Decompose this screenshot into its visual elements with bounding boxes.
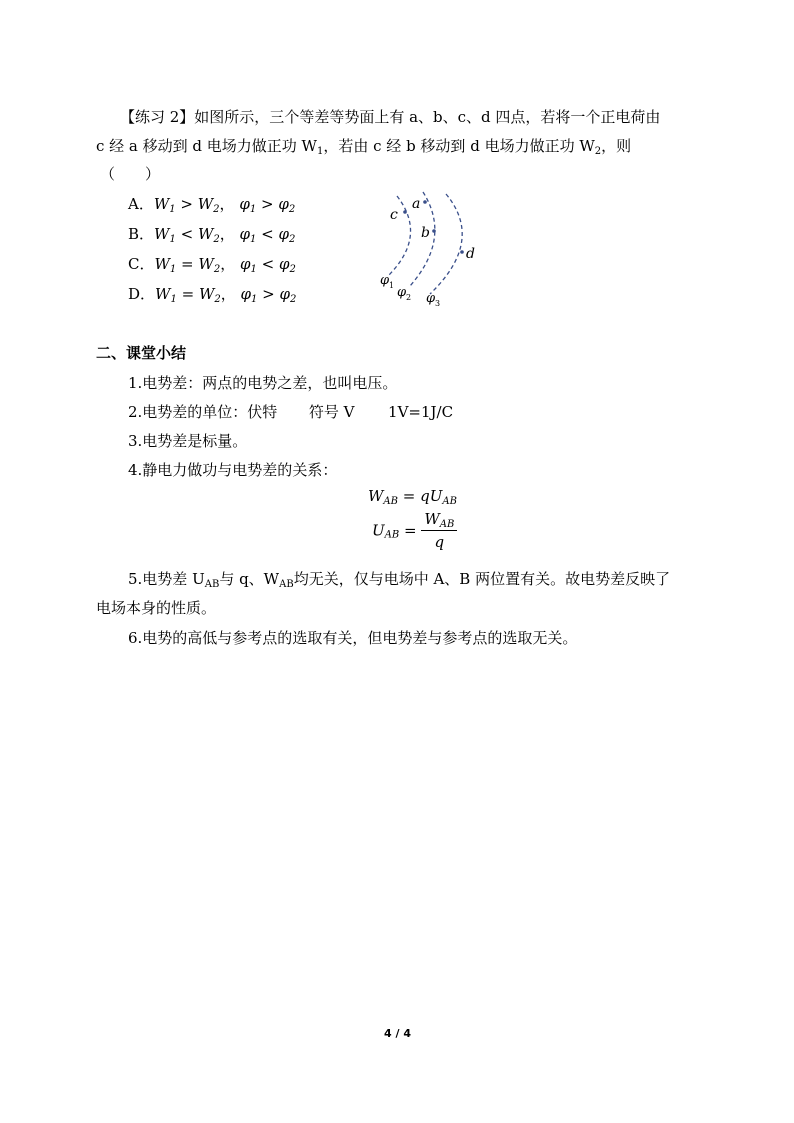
option-expression: $W_1 = W_2$， $\varphi_1 < \varphi_2$	[154, 255, 296, 275]
option-letter: D．	[128, 285, 156, 303]
w1-sub: 1	[316, 146, 324, 157]
equipotential-line-3	[430, 194, 462, 294]
option-letter: B．	[128, 225, 155, 243]
summary-item-6: 6.电势的高低与参考点的选取有关，但电势差与参考点的选取无关。	[128, 629, 578, 647]
formula-work: $W_{AB} = qU_{AB}$	[368, 487, 457, 507]
option-letter: A．	[128, 195, 154, 213]
option-d[interactable]	[128, 283, 296, 304]
exercise-line-2-part1: c 经 a 移动到 d 电场力做正功 W	[96, 137, 317, 155]
equipotential-figure	[370, 186, 490, 311]
phi-3-label: φ	[426, 291, 436, 306]
option-letter: C．	[128, 255, 155, 273]
w2-sub: 2	[594, 146, 602, 157]
summary-item-2-symbol: 符号 V	[308, 403, 355, 421]
formula-potential-difference: $U_{AB}$ = $\frac{W_{AB}}{q}$	[372, 510, 457, 551]
phi-2-sub: 2	[406, 293, 412, 302]
point-b-label: b	[421, 225, 430, 241]
phi-1-sub: 1	[389, 281, 395, 290]
formula-fraction: $\frac{W_{AB}}{q}$	[421, 510, 457, 551]
point-b-dot	[432, 229, 436, 233]
exercise-line-2	[96, 135, 631, 156]
exercise-line-2-part2: ，若由 c 经 b 移动到 d 电场力做正功 W	[323, 137, 595, 155]
option-expression: $W_1 = W_2$， $\varphi_1 > \varphi_2$	[155, 285, 297, 305]
option-c[interactable]	[128, 253, 296, 274]
exercise-line-2-part3: ，则	[601, 137, 632, 155]
point-a-label: a	[412, 196, 421, 212]
summary-item-4: 4.静电力做功与电势差的关系：	[128, 461, 338, 479]
option-b[interactable]	[128, 223, 295, 244]
summary-item-5: 5.电势差 $U_{AB}$与 q、$W_{AB}$均无关，仅与电场中 A、B 两位置有关。故电势差反映了	[128, 570, 671, 590]
point-a-dot	[423, 200, 427, 204]
summary-item-3: 3.电势差是标量。	[128, 432, 248, 450]
summary-item-2	[128, 401, 453, 422]
answer-blank: （ ）	[100, 165, 161, 183]
exercise-line-1: 【练习 2】如图所示，三个等差等势面上有 a、b、c、d 四点，若将一个正电荷由	[120, 108, 661, 126]
point-d-label: d	[466, 246, 475, 262]
option-expression: $W_1 < W_2$， $\varphi_1 < \varphi_2$	[154, 225, 296, 245]
phi-2-label: φ	[397, 285, 407, 300]
summary-item-5-cont: 电场本身的性质。	[96, 599, 217, 617]
option-a[interactable]	[128, 193, 295, 214]
point-c-label: c	[390, 207, 398, 223]
phi-1-label: φ	[380, 273, 390, 288]
summary-item-2-relation: 1V=1J/C	[388, 403, 454, 421]
option-expression: $W_1 > W_2$， $\varphi_1 > \varphi_2$	[153, 195, 296, 215]
summary-item-2-unit: 2.电势差的单位：伏特	[128, 403, 278, 421]
point-d-dot	[460, 250, 464, 254]
point-c-dot	[403, 210, 407, 214]
summary-item-1: 1.电势差：两点的电势之差，也叫电压。	[128, 374, 398, 392]
phi-3-sub: 3	[435, 299, 441, 308]
section-heading: 二、课堂小结	[96, 344, 187, 362]
page-number: 4 / 4	[384, 1027, 411, 1040]
